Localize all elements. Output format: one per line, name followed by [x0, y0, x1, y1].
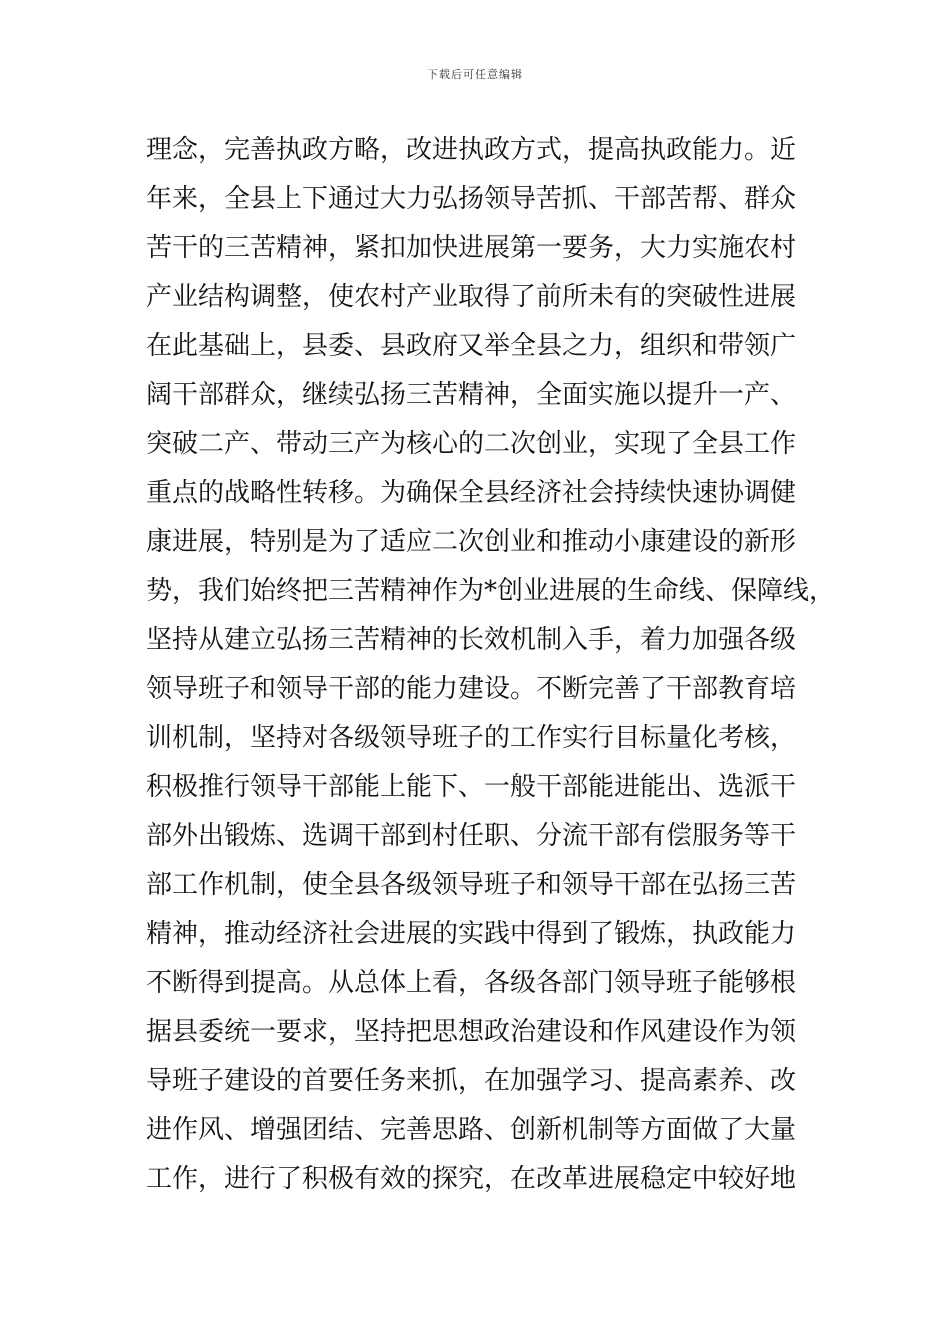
page-header-note: 下载后可任意编辑	[427, 68, 523, 81]
text-line: 训机制，坚持对各级领导班子的工作实行目标量化考核，	[146, 723, 797, 753]
text-line: 导班子建设的首要任务来抓，在加强学习、提高素养、改	[146, 1066, 797, 1096]
text-line: 理念，完善执政方略，改进执政方式，提高执政能力。近	[146, 135, 797, 165]
document-body	[146, 126, 836, 1204]
text-line: 突破二产、带动三产为核心的二次创业，实现了全县工作	[146, 429, 797, 459]
text-line: 康进展，特别是为了适应二次创业和推动小康建设的新形	[146, 527, 797, 557]
text-line: 在此基础上，县委、县政府又举全县之力，组织和带领广	[146, 331, 797, 361]
text-line: 年来，全县上下通过大力弘扬领导苦抓、干部苦帮、群众	[146, 184, 797, 214]
text-line: 产业结构调整，使农村产业取得了前所未有的突破性进展	[146, 282, 797, 312]
text-line: 进作风、增强团结、完善思路、创新机制等方面做了大量	[146, 1115, 797, 1145]
text-line: 势，我们始终把三苦精神作为*创业进展的生命线、保障线，	[146, 576, 836, 606]
text-line: 部工作机制，使全县各级领导班子和领导干部在弘扬三苦	[146, 870, 797, 900]
text-line: 部外出锻炼、选调干部到村任职、分流干部有偿服务等干	[146, 821, 797, 851]
text-line: 据县委统一要求，坚持把思想政治建设和作风建设作为领	[146, 1017, 797, 1047]
text-line: 精神，推动经济社会进展的实践中得到了锻炼，执政能力	[146, 919, 797, 949]
text-line: 坚持从建立弘扬三苦精神的长效机制入手，着力加强各级	[146, 625, 797, 655]
text-line: 领导班子和领导干部的能力建设。不断完善了干部教育培	[146, 674, 797, 704]
text-line: 积极推行领导干部能上能下、一般干部能进能出、选派干	[146, 772, 797, 802]
text-line: 阔干部群众，继续弘扬三苦精神，全面实施以提升一产、	[146, 380, 797, 410]
text-line: 工作，进行了积极有效的探究，在改革进展稳定中较好地	[146, 1164, 797, 1194]
text-line: 苦干的三苦精神，紧扣加快进展第一要务，大力实施农村	[146, 233, 797, 263]
text-line: 重点的战略性转移。为确保全县经济社会持续快速协调健	[146, 478, 797, 508]
text-line: 不断得到提高。从总体上看，各级各部门领导班子能够根	[146, 968, 797, 998]
